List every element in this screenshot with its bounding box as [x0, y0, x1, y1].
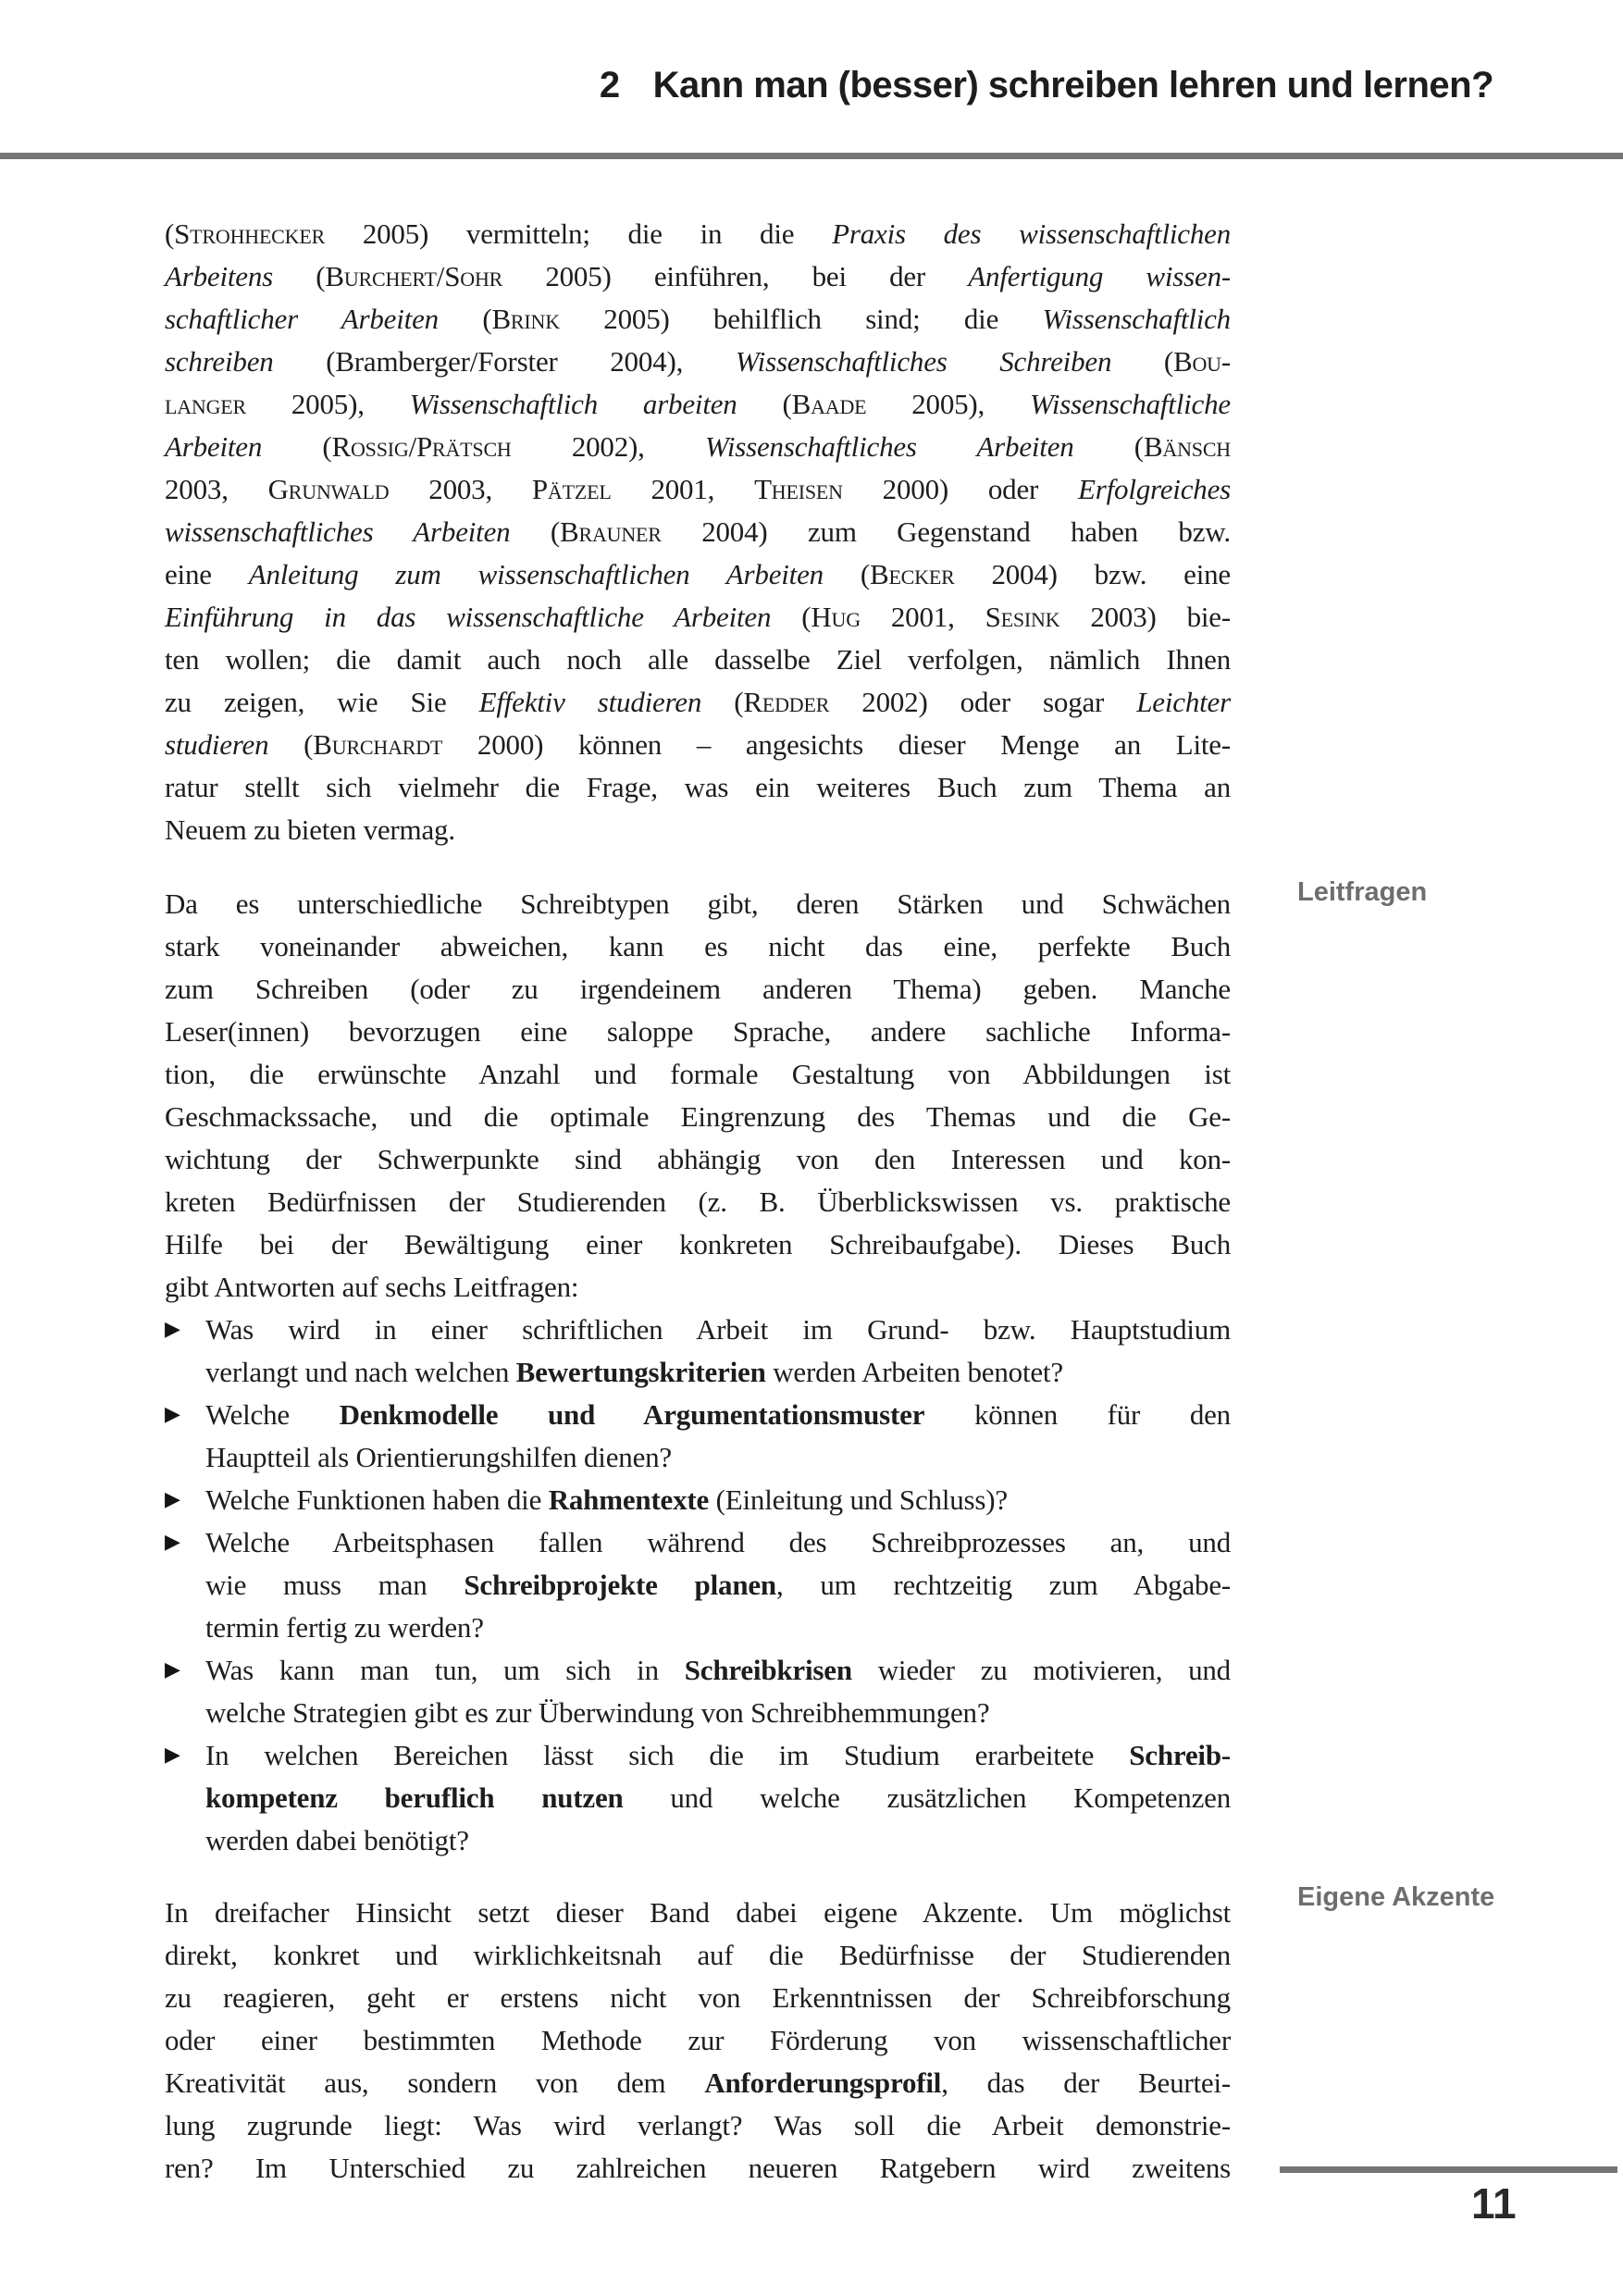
text-run: 2005) vermitteln; die in die [325, 217, 833, 250]
text-run: 2003) bie- [1059, 601, 1231, 633]
bullet-triangle-icon: ▶ [165, 1488, 180, 1511]
text-run: Neuem zu bieten vermag. [165, 813, 455, 846]
text-run: , um rechtzeitig zum Abgabe- [775, 1569, 1232, 1601]
text-line [165, 1053, 1231, 1096]
text-run: Was kann man tun, um sich in [205, 1654, 685, 1686]
text-line [165, 883, 1231, 925]
text-run: Welche Funktionen haben die [205, 1483, 549, 1516]
bullet-triangle-icon: ▶ [165, 1744, 180, 1767]
footer-rule [1280, 2166, 1617, 2173]
text-run: schaftlicher Arbeiten [165, 303, 439, 335]
text-run: 2002), [511, 430, 705, 463]
text-run: Grunwald [267, 473, 390, 505]
text-line [165, 341, 1231, 383]
text-run: Schreibprojekte planen [464, 1569, 776, 1601]
text-run: Bänsch [1143, 430, 1231, 463]
text-run: 2005), [246, 388, 410, 420]
text-run: zum Schreiben (oder zu irgendeinem anderen Thema) geben. Manche [165, 973, 1231, 1005]
text-run: lung zugrunde liegt: Was wird verlangt? Was soll die Arbeit demonstrie- [165, 2109, 1231, 2141]
bullet-triangle-icon: ▶ [165, 1658, 180, 1682]
text-line [165, 1977, 1231, 2019]
list-item [165, 1394, 1231, 1479]
text-line [165, 2019, 1231, 2062]
text-run: In dreifacher Hinsicht setzt dieser Band dabei eigene Akzente. Um möglichst [165, 1896, 1231, 1929]
text-line [205, 1819, 1231, 1862]
text-run: Bewertungskriterien [515, 1356, 766, 1388]
text-run: 2004) bzw. eine [954, 558, 1231, 590]
chapter-title: Kann man (besser) schreiben lehren und lernen? [652, 65, 1493, 105]
text-run: ( [268, 728, 314, 761]
text-run: gibt Antworten auf sechs Leitfragen: [165, 1271, 579, 1303]
text-run: langer [165, 388, 247, 420]
bullet-triangle-icon: ▶ [165, 1531, 180, 1554]
text-line [165, 925, 1231, 968]
text-run: Arbeiten [165, 430, 263, 463]
text-run: 2005), [866, 388, 1030, 420]
body-column [165, 213, 1231, 2190]
text-run: Theisen [754, 473, 843, 505]
text-run: Anforderungsprofil [704, 2066, 942, 2099]
bullet-triangle-icon: ▶ [165, 1403, 180, 1426]
text-run: Praxis des wissenschaftlichen [832, 217, 1231, 250]
text-line [165, 1223, 1231, 1266]
text-run: Welche [205, 1398, 340, 1431]
text-run: ( [262, 430, 332, 463]
text-line [165, 426, 1231, 468]
text-line [205, 1734, 1231, 1777]
text-run: Sesink [985, 601, 1060, 633]
text-run: und welche zusätzlichen Kompetenzen [623, 1781, 1231, 1814]
text-run: Rahmentexte [548, 1483, 710, 1516]
text-run: 2003, [165, 473, 268, 505]
text-run: wichtung der Schwerpunkte sind abhängig von den Interessen und kon- [165, 1143, 1231, 1175]
paragraph-leitfragen-intro [165, 883, 1231, 1309]
text-run: ( [737, 388, 792, 420]
text-run: direkt, konkret und wirklichkeitsnah auf die Bedürfnisse der Studierenden [165, 1939, 1231, 1971]
text-line [165, 255, 1231, 298]
text-run: 2005) behilflich sind; die [559, 303, 1043, 335]
text-line [205, 1309, 1231, 1351]
text-run: Leser(innen) bevorzugen eine saloppe Sprache, andere sachliche Informa- [165, 1015, 1231, 1048]
header-rule [0, 153, 1623, 159]
text-run: werden Arbeiten benotet? [765, 1356, 1063, 1388]
text-run: Burchert [325, 260, 437, 292]
text-line [165, 213, 1231, 255]
text-run: Einführung in das wissenschaftliche Arbeiten [165, 601, 772, 633]
text-run: zu reagieren, geht er erstens nicht von Erkenntnissen der Schreibforschung [165, 1981, 1231, 2014]
text-run: Hauptteil als Orientierungshilfen dienen? [205, 1441, 672, 1473]
chapter-header [600, 65, 1493, 106]
text-run: ratur stellt sich vielmehr die Frage, was ein weiteres Buch zum Thema an [165, 771, 1231, 803]
text-run: ( [823, 558, 870, 590]
text-run: Kreativität aus, sondern von dem [165, 2066, 705, 2099]
text-run: Baade [791, 388, 867, 420]
text-run: 2001, [860, 601, 985, 633]
text-run: Effektiv studieren [478, 686, 702, 718]
text-line [205, 1607, 1231, 1649]
text-line [165, 596, 1231, 639]
text-run: verlangt und nach welchen [205, 1356, 516, 1388]
text-line [165, 383, 1231, 426]
text-run: ( [1111, 345, 1173, 378]
page-number: 11 [1471, 2179, 1517, 2228]
margin-note-leitfragen: Leitfragen [1297, 877, 1428, 907]
text-run: eine [165, 558, 249, 590]
text-line [165, 968, 1231, 1011]
text-run: Leichter [1136, 686, 1231, 718]
text-run: 2001, [611, 473, 755, 505]
text-run: wie muss man [205, 1569, 465, 1601]
text-run: ren? Im Unterschied zu zahlreichen neueren Ratgebern wird zweitens [165, 2152, 1231, 2184]
text-run: 2000) oder [842, 473, 1078, 505]
text-run: kompetenz beruflich nutzen [205, 1781, 624, 1814]
text-run: Welche Arbeitsphasen fallen während des Schreibprozesses an, und [205, 1526, 1231, 1558]
text-line [205, 1394, 1231, 1436]
text-run: ( [165, 217, 175, 250]
text-line [165, 298, 1231, 341]
text-line [165, 1096, 1231, 1138]
text-line [205, 1777, 1231, 1819]
text-run: studieren [165, 728, 269, 761]
list-item [165, 1521, 1231, 1649]
text-run: oder einer bestimmten Methode zur Förderung von wissenschaftlicher [165, 2024, 1231, 2056]
text-line [205, 1564, 1231, 1607]
text-run: Wissenschaftlich [1042, 303, 1231, 335]
text-line [205, 1351, 1231, 1394]
text-run: Redder [743, 686, 830, 718]
list-item [165, 1309, 1231, 1394]
text-run: werden dabei benötigt? [205, 1824, 469, 1856]
paragraph-literature-overview [165, 213, 1231, 851]
text-run: Bou- [1173, 345, 1231, 378]
text-run: Anleitung zum wissenschaftlichen Arbeiten [248, 558, 824, 590]
text-run: Wissenschaftliches Schreiben [735, 345, 1112, 378]
text-run: können für den [924, 1398, 1231, 1431]
text-line [165, 766, 1231, 809]
text-run: Erfolgreiches [1078, 473, 1231, 505]
text-run: termin fertig zu werden? [205, 1611, 484, 1644]
text-run: / [408, 430, 416, 463]
text-run: Hug [811, 601, 861, 633]
text-run: stark voneinander abweichen, kann es nicht das eine, perfekte Buch [165, 930, 1231, 962]
text-line [165, 724, 1231, 766]
text-line [165, 1181, 1231, 1223]
text-run: Schreib- [1129, 1739, 1231, 1771]
text-line [165, 1011, 1231, 1053]
text-run: Denkmodelle und Argumentationsmuster [339, 1398, 925, 1431]
list-item [165, 1734, 1231, 1862]
text-line [165, 2062, 1231, 2104]
text-line [165, 511, 1231, 553]
margin-note-eigene-akzente: Eigene Akzente [1297, 1882, 1495, 1912]
text-run: Arbeitens [165, 260, 274, 292]
text-run: Geschmackssache, und die optimale Eingrenzung des Themas und die Ge- [165, 1100, 1231, 1133]
text-run: Rossig [331, 430, 409, 463]
text-run: 2000) können – angesichts dieser Menge an Lite- [442, 728, 1231, 761]
text-run: Sohr [444, 260, 503, 292]
text-run: zu zeigen, wie Sie [165, 686, 479, 718]
text-run: welche Strategien gibt es zur Überwindung von Schreibhemmungen? [205, 1696, 990, 1729]
text-run: Brauner [560, 515, 662, 548]
text-line [205, 1436, 1231, 1479]
text-run: ( [438, 303, 492, 335]
text-run: 2005) einführen, bei der [502, 260, 969, 292]
text-line [165, 553, 1231, 596]
text-line [165, 1892, 1231, 1934]
text-run: ( [273, 260, 326, 292]
text-run: Was wird in einer schriftlichen Arbeit im Grund- bzw. Hauptstudium [205, 1313, 1231, 1346]
text-run: ten wollen; die damit auch noch alle dasselbe Ziel verfolgen, nämlich Ihnen [165, 643, 1231, 676]
text-line [165, 681, 1231, 724]
text-run: Prätsch [415, 430, 512, 463]
text-run: Burchardt [313, 728, 443, 761]
text-run: Anfertigung wissen- [968, 260, 1231, 292]
bullet-triangle-icon: ▶ [165, 1318, 180, 1341]
text-line [165, 809, 1231, 851]
text-run: 2003, [389, 473, 532, 505]
text-run: 2004) zum Gegenstand haben bzw. [661, 515, 1231, 548]
text-line [165, 2104, 1231, 2147]
text-run: Wissenschaftliche [1029, 388, 1231, 420]
text-run: ( [771, 601, 812, 633]
list-item [165, 1649, 1231, 1734]
text-run: Da es unterschiedliche Schreibtypen gibt, deren Stärken und Schwächen [165, 887, 1231, 920]
text-line [165, 1266, 1231, 1309]
text-run: Strohhecker [174, 217, 326, 250]
text-run: ( [510, 515, 561, 548]
text-run: Brink [491, 303, 560, 335]
text-run: Pätzel [531, 473, 612, 505]
text-run: In welchen Bereichen lässt sich die im Studium erarbeitete [205, 1739, 1130, 1771]
chapter-number: 2 [599, 65, 620, 105]
text-line [165, 1138, 1231, 1181]
text-line [205, 1692, 1231, 1734]
text-run: schreiben [165, 345, 274, 378]
list-item [165, 1479, 1231, 1521]
text-run: 2002) oder sogar [829, 686, 1137, 718]
text-run: / [436, 260, 445, 292]
text-line [205, 1521, 1231, 1564]
text-line [165, 2147, 1231, 2190]
text-run: (Bramberger/Forster 2004), [273, 345, 736, 378]
text-line [205, 1649, 1231, 1692]
text-run: Becker [869, 558, 955, 590]
text-line [165, 1934, 1231, 1977]
text-run: wieder zu motivieren, und [851, 1654, 1231, 1686]
text-run: Wissenschaftlich arbeiten [409, 388, 737, 420]
text-line [165, 468, 1231, 511]
text-line [205, 1479, 1231, 1521]
text-line [165, 639, 1231, 681]
leitfragen-bullet-list [165, 1309, 1231, 1862]
text-run: kreten Bedürfnissen der Studierenden (z. B. Überblickswissen vs. praktische [165, 1185, 1231, 1218]
text-run: tion, die erwünschte Anzahl und formale Gestaltung von Abbildungen ist [165, 1058, 1231, 1090]
text-run: , das der Beurtei- [941, 2066, 1232, 2099]
text-run: Hilfe bei der Bewältigung einer konkreten Schreibaufgabe). Dieses Buch [165, 1228, 1231, 1260]
text-run: ( [1073, 430, 1144, 463]
text-run: wissenschaftliches Arbeiten [165, 515, 511, 548]
text-run: ( [701, 686, 744, 718]
text-run: (Einleitung und Schluss)? [709, 1483, 1008, 1516]
text-run: Schreibkrisen [684, 1654, 852, 1686]
paragraph-eigene-akzente [165, 1892, 1231, 2190]
text-run: Wissenschaftliches Arbeiten [704, 430, 1074, 463]
